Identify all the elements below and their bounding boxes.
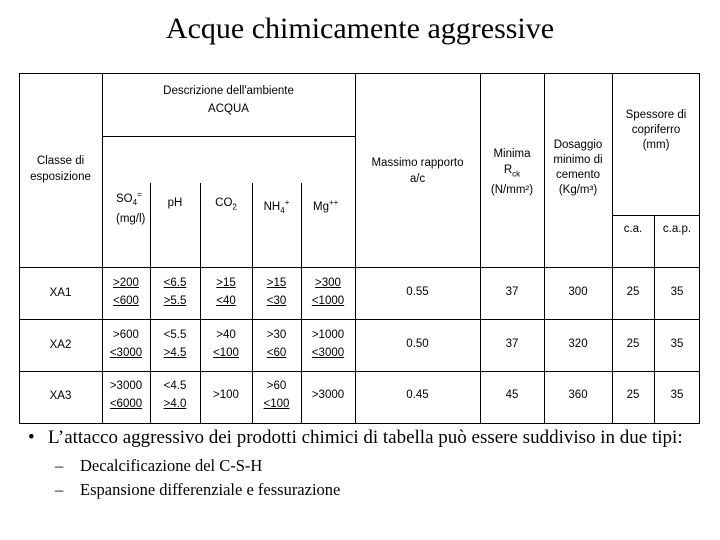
table-row-xa2-co2: >40 <100 [213,329,239,359]
table-row-xa1-ph: <6.5 >5.5 [163,277,187,307]
ca-header: c.a. [623,223,643,235]
table-row-xa2-ca: 25 [626,338,640,350]
dash-icon: – [55,456,64,475]
ph-header: pH [167,197,183,209]
mg-header: Mg++ [313,198,339,213]
bullet-sub-2: – Espansione differenziale e fessurazione [55,480,341,499]
table-row-xa2-ph: <5.5 >4.5 [163,329,187,359]
description-header: Descrizione dell'ambiente ACQUA [163,85,294,115]
bullet-list [22,426,712,501]
table-row-xa2-mg: >1000 <3000 [311,329,345,359]
table-row-xa1-ca: 25 [626,286,640,298]
table-row-xa3-cap: 35 [670,389,684,401]
table-row-xa1-cap: 35 [670,286,684,298]
so4-header: $SO_4^=$ (mg/l) [102,186,150,228]
table-row-xa2-cap: 35 [670,338,684,350]
table-row-xa2-so4: >600 <3000 [109,329,143,359]
table-row-xa1-rck: 37 [505,286,519,298]
bullet-sub-1: – Decalcificazione del C-S-H [55,456,263,475]
co2-header: $CO_2$ [215,197,237,212]
minima-rck-header: Minima $R_{ck}$ (N/mm²) [490,148,534,197]
table-row-xa3-dosaggio: 360 [568,389,588,401]
table-row-xa2-rapporto: 0.50 [406,338,429,350]
table-row-xa3-rapporto: 0.45 [406,389,429,401]
so4-label: $SO_4^=$ [116,190,142,208]
table-row-xa2-dosaggio: 320 [568,338,588,350]
table-row-xa1-classe: XA1 [49,287,72,299]
table-row-xa3-mg: >3000 [311,389,345,401]
table-row-xa2-rck: 37 [505,338,519,350]
bullet-main: • L’attacco aggressivo dei prodotti chimici di tabella può essere suddiviso in due tipi: [28,427,683,448]
table-row-xa3-classe: XA3 [49,390,72,402]
table-row-xa1-dosaggio: 300 [568,286,588,298]
bullet-dot-icon: • [28,427,35,448]
rapporto-header: Massimo rapporto a/c [371,157,464,185]
table-row-xa1-nh4: >15 <30 [266,277,287,307]
table-row-xa3-nh4: >60 <100 [263,380,290,410]
spessore-header: Spessore di copriferro (mm) [625,109,687,151]
table-row-xa2-nh4: >30 <60 [266,329,287,359]
table-row-xa3-ph: <4.5 >4.0 [163,380,187,410]
dash-icon: – [55,480,64,499]
table-row-xa3-ca: 25 [626,389,640,401]
nh4-header: $NH_4^+$ [263,198,290,216]
table-row-xa1-rapporto: 0.55 [406,286,429,298]
table-row-xa1-co2: >15 <40 [216,277,236,307]
classe-header: Classe di esposizione [30,155,91,183]
table-row-xa1-mg: >300 <1000 [311,277,345,307]
table-row-xa2-classe: XA2 [49,339,72,351]
table-row-xa3-so4: >3000 <6000 [109,380,143,410]
table-row-xa3-co2: >100 [213,389,239,401]
table-row-xa1-so4: >200 <600 [113,277,139,307]
cap-header: c.a.p. [662,223,692,235]
dosaggio-header: Dosaggio minimo di cemento (Kg/m³) [553,139,603,196]
table-row-xa3-rck: 45 [505,389,519,401]
page-title: Acque chimicamente aggressive [165,12,555,45]
